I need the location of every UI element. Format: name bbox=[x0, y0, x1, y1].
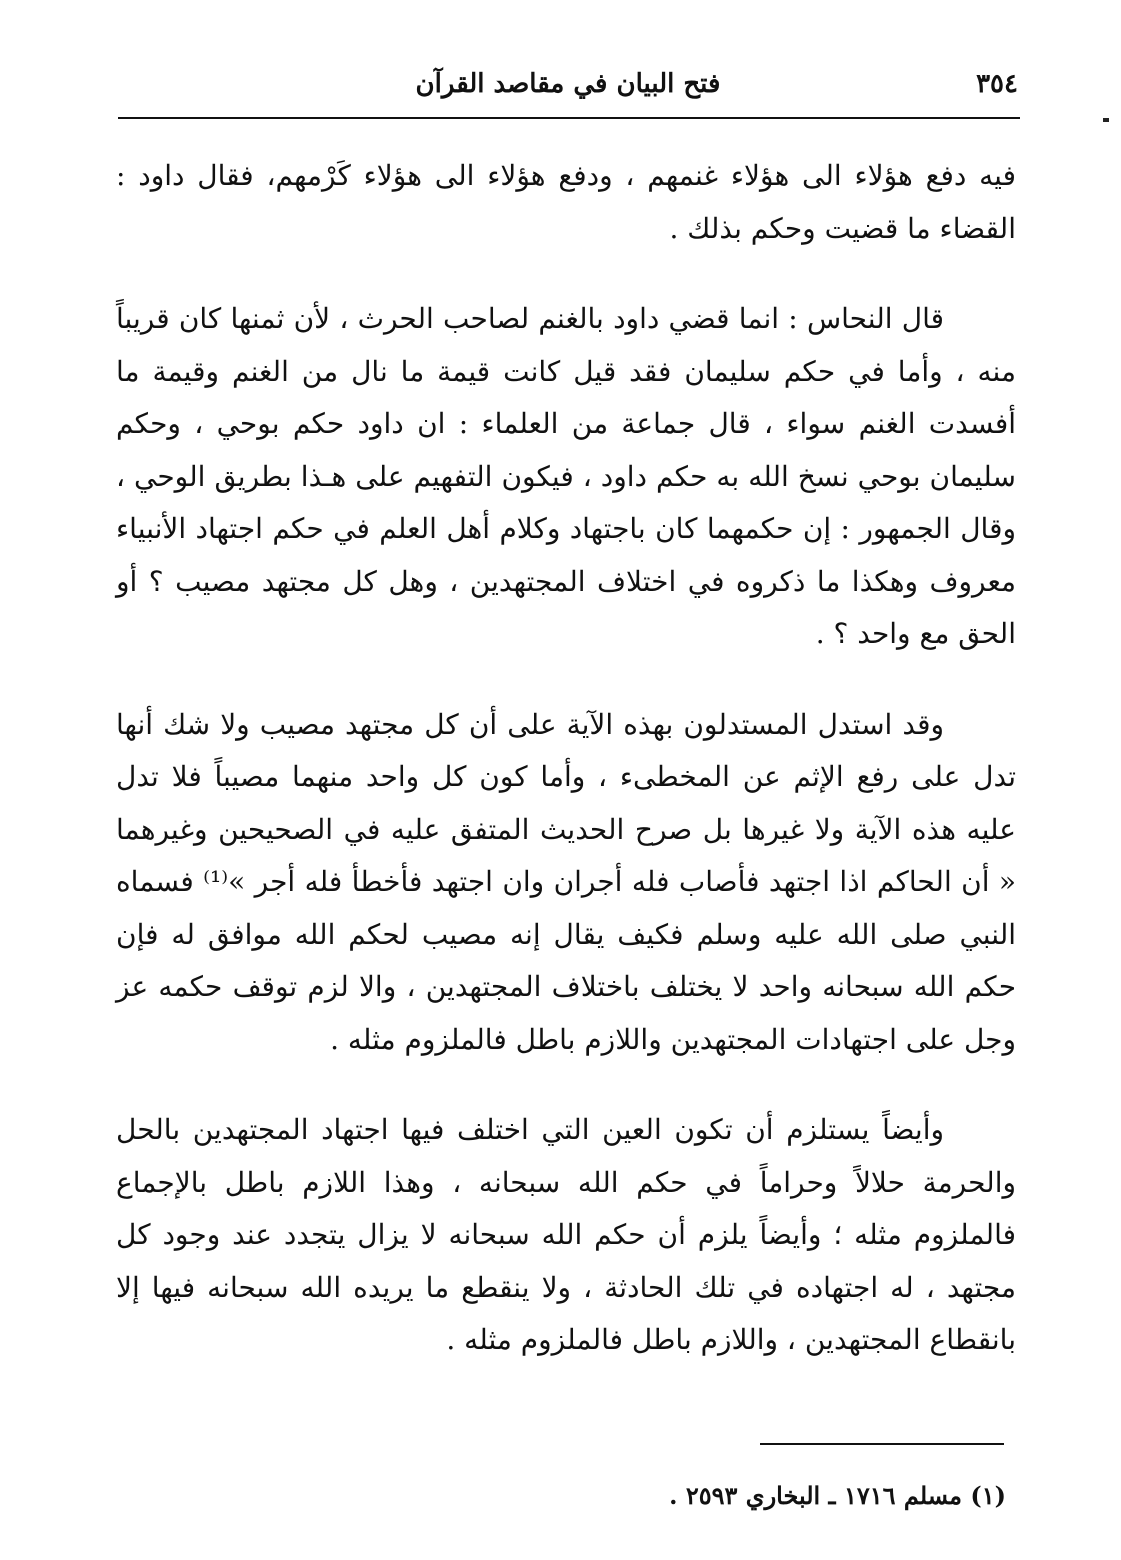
page-body bbox=[116, 150, 1016, 1367]
page-header bbox=[118, 62, 1018, 114]
paragraph-1: فيه دفع هؤلاء الى هؤلاء غنمهم ، ودفع هؤلاء الى هؤلاء كَرْمهم، فقال داود : القضاء ما قضيت وحكم بذلك . bbox=[116, 159, 1016, 245]
footnote-rule bbox=[760, 1443, 1004, 1445]
running-title: فتح البيان في مقاصد القرآن bbox=[415, 69, 721, 99]
paragraph-gap bbox=[116, 255, 1016, 293]
paragraph-gap bbox=[116, 661, 1016, 699]
scan-mark bbox=[1103, 118, 1109, 122]
paragraph-2: قال النحاس : انما قضي داود بالغنم لصاحب الحرث ، لأن ثمنها كان قريباً منه ، وأما في حكم سليمان فقد قيل كانت قيمة ما نال من الغنم وقيمة ما أفسدت الغنم سواء ، قال جماعة من العلماء : ان داود حكم بوحي ، وحكم سليمان بوحي نسخ الله به حكم داود ، فيكون التفهيم على هـذا بطريق الوحي ، وقال الجمهور : إن حكمهما كان باجتهاد وكلام أهل العلم في حكم اجتهاد الأنبياء معروف وهكذا ما ذكروه في اختلاف المجتهدين ، وهل كل مجتهد مصيب ؟ أو الحق مع واحد ؟ . bbox=[116, 302, 1016, 650]
paragraph-gap bbox=[116, 1066, 1016, 1104]
footnote: (١) مسلم ١٧١٦ ـ البخاري ٢٥٩٣ . bbox=[669, 1481, 1006, 1510]
paragraph-3: وقد استدل المستدلون بهذه الآية على أن كل مجتهد مصيب ولا شك أنها تدل على رفع الإثم عن المخطىء ، وأما كون كل واحد منهما مصيباً فلا تدل عليه هذه الآية ولا غيرها بل صرح الحديث المتفق عليه في الصحيحين وغيرهما « أن الحاكم اذا اجتهد فأصاب فله أجران وان اجتهد فأخطأ فله أجر »⁽¹⁾ فسماه النبي صلى الله عليه وسلم فكيف يقال إنه مصيب لحكم الله موافق له فإن حكم الله سبحانه واحد لا يختلف باختلاف المجتهدين ، والا لزم توقف حكمه عز وجل على اجتهادات المجتهدين واللازم باطل فالملزوم مثله . bbox=[116, 707, 1017, 1056]
page-number: ٣٥٤ bbox=[976, 69, 1018, 99]
header-rule bbox=[118, 117, 1020, 119]
paragraph-4: وأيضاً يستلزم أن تكون العين التي اختلف فيها اجتهاد المجتهدين بالحل والحرمة حلالاً وحراماً في حكم الله سبحانه ، وهذا اللازم باطل بالإجماع فالملزوم مثله ؛ وأيضاً يلزم أن حكم الله سبحانه لا يزال يتجدد عند وجود كل مجتهد ، له اجتهاده في تلك الحادثة ، ولا ينقطع ما يريده الله سبحانه فيها إلا بانقطاع المجتهدين ، واللازم باطل فالملزوم مثله . bbox=[116, 1113, 1016, 1356]
